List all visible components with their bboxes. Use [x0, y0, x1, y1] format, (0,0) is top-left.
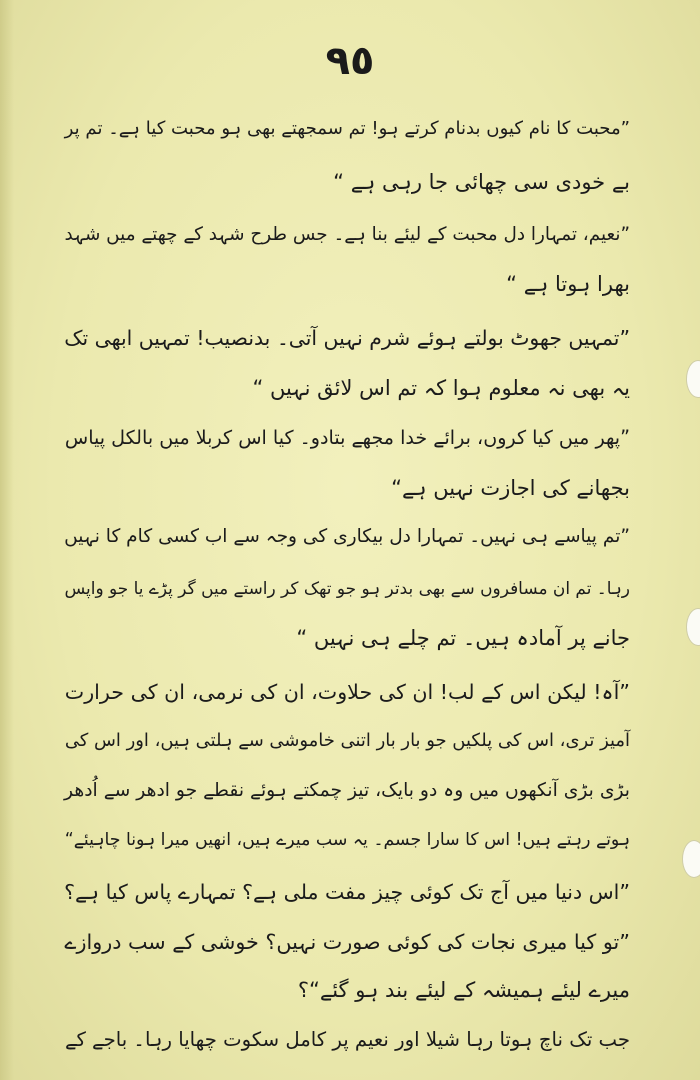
text-line: یہ بھی نہ معلوم ہوا کہ تم اس لائق نہیں “	[252, 376, 630, 400]
text-line: ”محبت کا نام کیوں بدنام کرتے ہو! تم سمجھتے بھی ہو محبت کیا ہے۔ تم پر	[64, 118, 630, 139]
binding-hole	[686, 608, 700, 646]
text-line: بھرا ہوتا ہے “	[506, 272, 630, 296]
text-line: ”تمہیں جھوٹ بولتے ہوئے شرم نہیں آتی۔ بدنصیب! تمہیں ابھی تک	[64, 326, 630, 350]
page-number: ٩٥	[325, 38, 375, 84]
text-line: ہوتے رہتے ہیں! اس کا سارا جسم۔ یہ سب میرے ہیں، انھیں میرا ہونا چاہیئے“	[64, 830, 630, 850]
text-line: ”اس دنیا میں آج تک کوئی چیز مفت ملی ہے؟ تمہارے پاس کیا ہے؟	[64, 880, 630, 904]
text-line: ”نعیم، تمہارا دل محبت کے لیئے بنا ہے۔ جس طرح شہد کے چھتے میں شہد	[64, 224, 630, 245]
text-line: بڑی بڑی آنکھوں میں وہ دو بایک، تیز چمکتے ہوئے نقطے جو ادھر سے اُدھر	[64, 780, 630, 801]
text-line: ”پھر میں کیا کروں، برائے خدا مجھے بتادو۔ کیا اس کربلا میں بالکل پیاس	[64, 426, 630, 449]
text-line: جانے پر آمادہ ہیں۔ تم چلے ہی نہیں “	[296, 626, 630, 650]
text-line: رہا۔ تم ان مسافروں سے بھی بدتر ہو جو تھک کر راستے میں گر پڑے یا جو واپس	[64, 578, 630, 598]
text-line: بجھانے کی اجازت نہیں ہے“	[391, 476, 630, 500]
text-line: ”تم پیاسے ہی نہیں۔ تمہارا دل بیکاری کی وجہ سے اب کسی کام کا نہیں	[64, 526, 630, 547]
text-line: آمیز تری، اس کی پلکیں جو بار بار اتنی خاموشی سے ہلتی ہیں، اور اس کی	[64, 730, 630, 751]
text-line: ”تو کیا میری نجات کی کوئی صورت نہیں؟ خوشی کے سب دروازے	[64, 930, 630, 954]
text-line: بے خودی سی چھائی جا رہی ہے “	[333, 170, 630, 194]
binding-hole	[682, 840, 700, 878]
text-line: ”آہ! لیکن اس کے لب! ان کی حلاوت، ان کی نرمی، ان کی حرارت	[64, 680, 630, 704]
binding-hole	[686, 360, 700, 398]
text-line: میرے لیئے ہمیشہ کے لیئے بند ہو گئے“؟	[297, 978, 630, 1002]
page-edge-shadow	[0, 0, 14, 1080]
text-line: جب تک ناچ ہوتا رہا شیلا اور نعیم پر کامل سکوت چھایا رہا۔ باجے کے	[64, 1028, 630, 1051]
